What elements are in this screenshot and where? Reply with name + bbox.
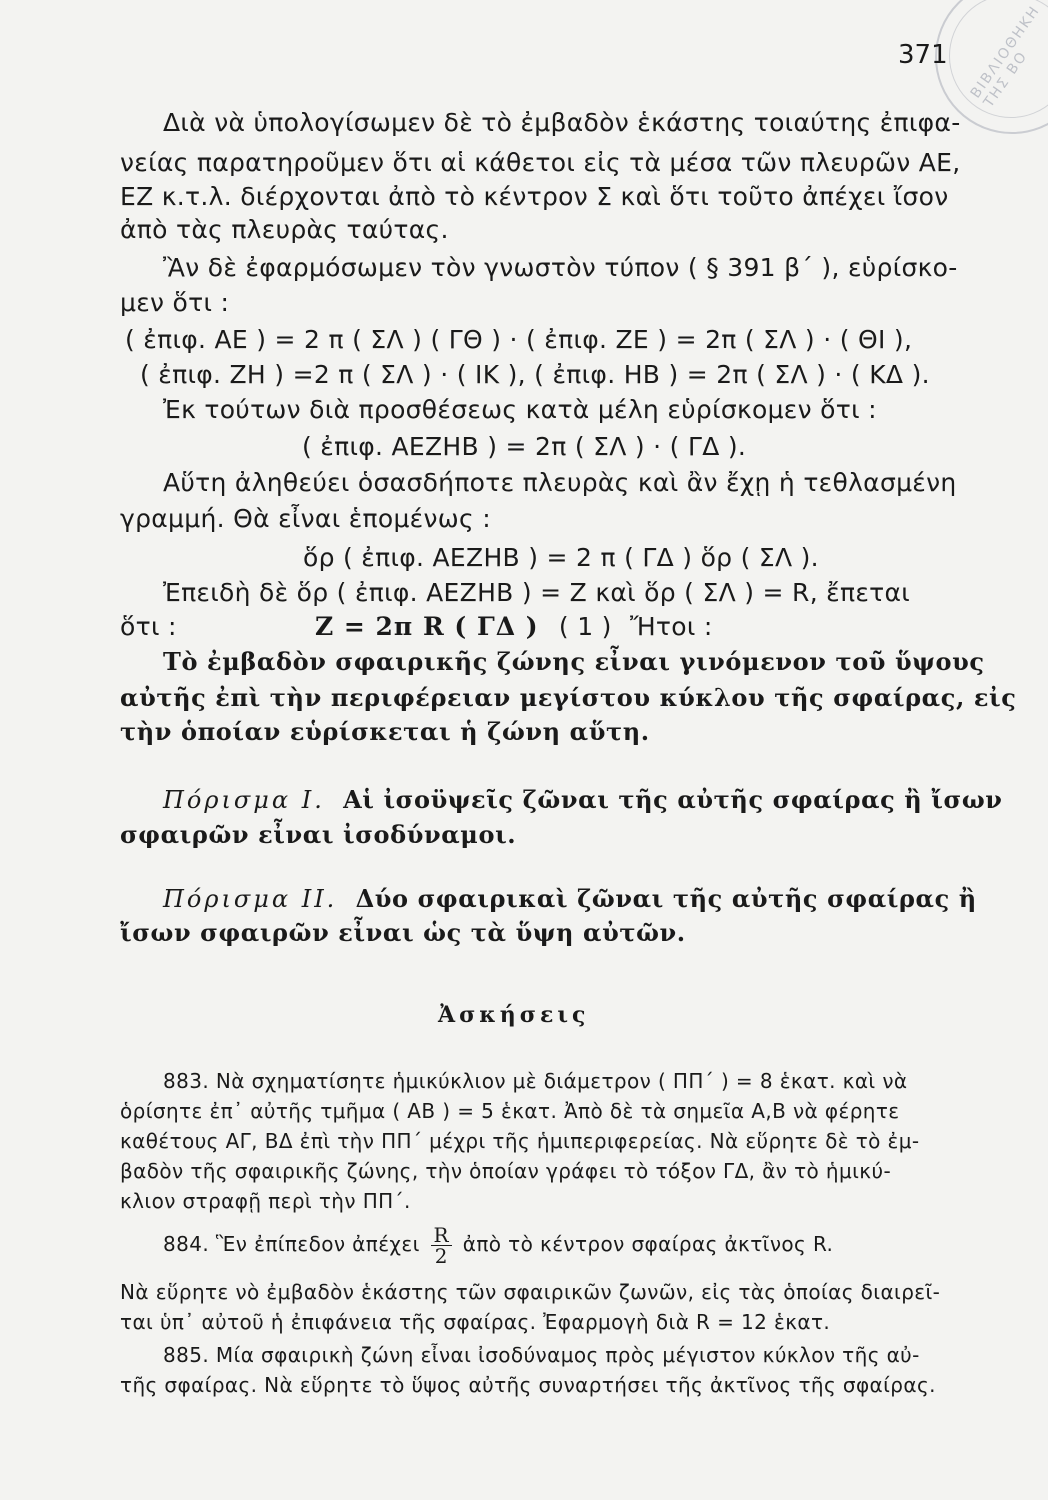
corollary-1 [163, 785, 1003, 815]
page-number: 371 [898, 40, 948, 70]
text-line: γραμμή. Θὰ εἶναι ἑπομένως : [120, 504, 491, 533]
theorem-line: Τὸ ἐμβαδὸν σφαιρικῆς ζώνης εἶναι γινόμενον τοῦ ὕψους [163, 647, 985, 676]
text-line: ΕΖ κ.τ.λ. διέρχονται ἀπὸ τὸ κέντρον Σ καὶ ὅτι τοῦτο ἀπέχει ἴσον [120, 182, 949, 211]
zone-area-formula: Ζ = 2π R ( ΓΔ ) [314, 612, 539, 641]
equation-line: ( ἐπιφ. ΑΕ ) = 2 π ( ΣΛ ) ( ΓΘ ) · ( ἐπιφ. ΖΕ ) = 2π ( ΣΛ ) · ( ΘΙ ), [125, 325, 913, 354]
exercise-884-start: 884. Ἓν ἐπίπεδον ἀπέχει [163, 1232, 420, 1256]
corollary-2-label: Πόρισμα ΙΙ. [163, 885, 338, 913]
formula-line [120, 612, 713, 642]
exercise-884-line: Νὰ εὕρητε νὸ ἐμβαδὸν ἑκάστης τῶν σφαιρικῶν ζωνῶν, εἰς τὰς ὁποίας διαιρεῖ- [120, 1280, 941, 1304]
equation-line: ( ἐπιφ. ΖΗ ) =2 π ( ΣΛ ) · ( ΙΚ ), ( ἐπιφ. ΗΒ ) = 2π ( ΣΛ ) · ( ΚΔ ). [140, 360, 930, 389]
fraction-r-over-2 [431, 1225, 452, 1266]
text-line: Ἐκ τούτων διὰ προσθέσεως κατὰ μέλη εὑρίσκομεν ὅτι : [163, 395, 877, 424]
corollary-2-continuation: ἴσων σφαιρῶν εἶναι ὡς τὰ ὕψη αὐτῶν. [120, 918, 686, 947]
theorem-line: τὴν ὁποίαν εὑρίσκεται ἡ ζώνη αὕτη. [120, 717, 650, 746]
exercise-885-line: τῆς σφαίρας. Νὰ εὕρητε τὸ ὕψος αὐτῆς συναρτήσει τῆς ἀκτῖνος τῆς σφαίρας. [120, 1373, 936, 1397]
exercise-883-line: κλιον στραφῇ περὶ τὴν ΠΠ΄. [120, 1189, 411, 1213]
exercises-heading: Ἀσκήσεις [438, 1002, 590, 1028]
formula-suffix: Ἤτοι : [629, 612, 713, 641]
text-line: Ἂν δὲ ἐφαρμόσωμεν τὸν γνωστὸν τύπον ( § 391 β΄ ), εὑρίσκο- [163, 253, 958, 282]
text-line: Διὰ νὰ ὑπολογίσωμεν δὲ τὸ ἐμβαδὸν ἑκάστης τοιαύτης ἐπιφα- [163, 108, 961, 137]
exercise-883-line: 883. Νὰ σχηματίσητε ἡμικύκλιον μὲ διάμετρον ( ΠΠ΄ ) = 8 ἑκατ. καὶ νὰ [163, 1069, 908, 1093]
text-line: νείας παρατηροῦμεν ὅτι αἱ κάθετοι εἰς τὰ μέσα τῶν πλευρῶν ΑΕ, [120, 148, 961, 177]
exercise-885-line: 885. Μία σφαιρικὴ ζώνη εἶναι ἰσοδύναμος πρὸς μέγιστον κύκλον τῆς αὐ- [163, 1343, 920, 1367]
exercise-884-end: ἀπὸ τὸ κέντρον σφαίρας ἀκτῖνος R. [462, 1232, 834, 1256]
text-line: μεν ὅτι : [120, 288, 230, 317]
fraction-denominator: 2 [434, 1244, 448, 1268]
equation-line: ( ἐπιφ. ΑΕΖΗΒ ) = 2π ( ΣΛ ) · ( ΓΔ ). [302, 432, 747, 461]
corollary-1-continuation: σφαιρῶν εἶναι ἰσοδύναμοι. [120, 820, 517, 849]
exercise-884-line: ται ὑπ᾿ αὐτοῦ ἡ ἐπιφάνεια τῆς σφαίρας. Ἐφαρμογὴ διὰ R = 12 ἑκατ. [120, 1310, 831, 1334]
corollary-1-label: Πόρισμα Ι. [163, 786, 325, 814]
exercise-883-line: βαδὸν τῆς σφαιρικῆς ζώνης, τὴν ὁποίαν γράφει τὸ τόξον ΓΔ, ἂν τὸ ἡμικύ- [120, 1159, 892, 1183]
formula-prefix: ὅτι : [120, 612, 177, 641]
text-line: Ἐπειδὴ δὲ ὅρ ( ἐπιφ. ΑΕΖΗΒ ) = Ζ καὶ ὅρ ( ΣΛ ) = R, ἔπεται [163, 578, 911, 607]
stamp-text: ΒΙΒΛΙΟΘΗΚΗ ΤΗΣ ΒΟ [967, 2, 1044, 111]
fraction-numerator: R [431, 1225, 452, 1246]
exercise-884-first-line [163, 1223, 833, 1266]
corollary-1-text: Αἱ ἰσοϋψεῖς ζῶναι τῆς αὐτῆς σφαίρας ἢ ἴσων [343, 785, 1003, 814]
text-line: Αὕτη ἀληθεύει ὁσασδήποτε πλευρὰς καὶ ἂν ἔχῃ ἡ τεθλασμένη [163, 468, 957, 497]
exercise-883-line: ὁρίσητε ἐπ᾿ αὐτῆς τμῆμα ( ΑΒ ) = 5 ἑκατ. Ἀπὸ δὲ τὰ σημεῖα Α,Β νὰ φέρητε [120, 1099, 900, 1123]
corollary-2 [163, 884, 977, 914]
text-line: ἀπὸ τὰς πλευρὰς ταύτας. [120, 215, 449, 244]
corollary-2-text: Δύο σφαιρικαὶ ζῶναι τῆς αὐτῆς σφαίρας ἢ [355, 884, 977, 913]
theorem-line: αὐτῆς ἐπὶ τὴν περιφέρειαν μεγίστου κύκλου τῆς σφαίρας, εἰς [120, 683, 1017, 712]
equation-line: ὅρ ( ἐπιφ. ΑΕΖΗΒ ) = 2 π ( ΓΔ ) ὅρ ( ΣΛ ). [303, 543, 819, 572]
formula-label: ( 1 ) [558, 612, 612, 641]
exercise-883-line: καθέτους ΑΓ, ΒΔ ἐπὶ τὴν ΠΠ΄ μέχρι τῆς ἡμιπεριφερείας. Νὰ εὕρητε δὲ τὸ ἐμ- [120, 1129, 920, 1153]
